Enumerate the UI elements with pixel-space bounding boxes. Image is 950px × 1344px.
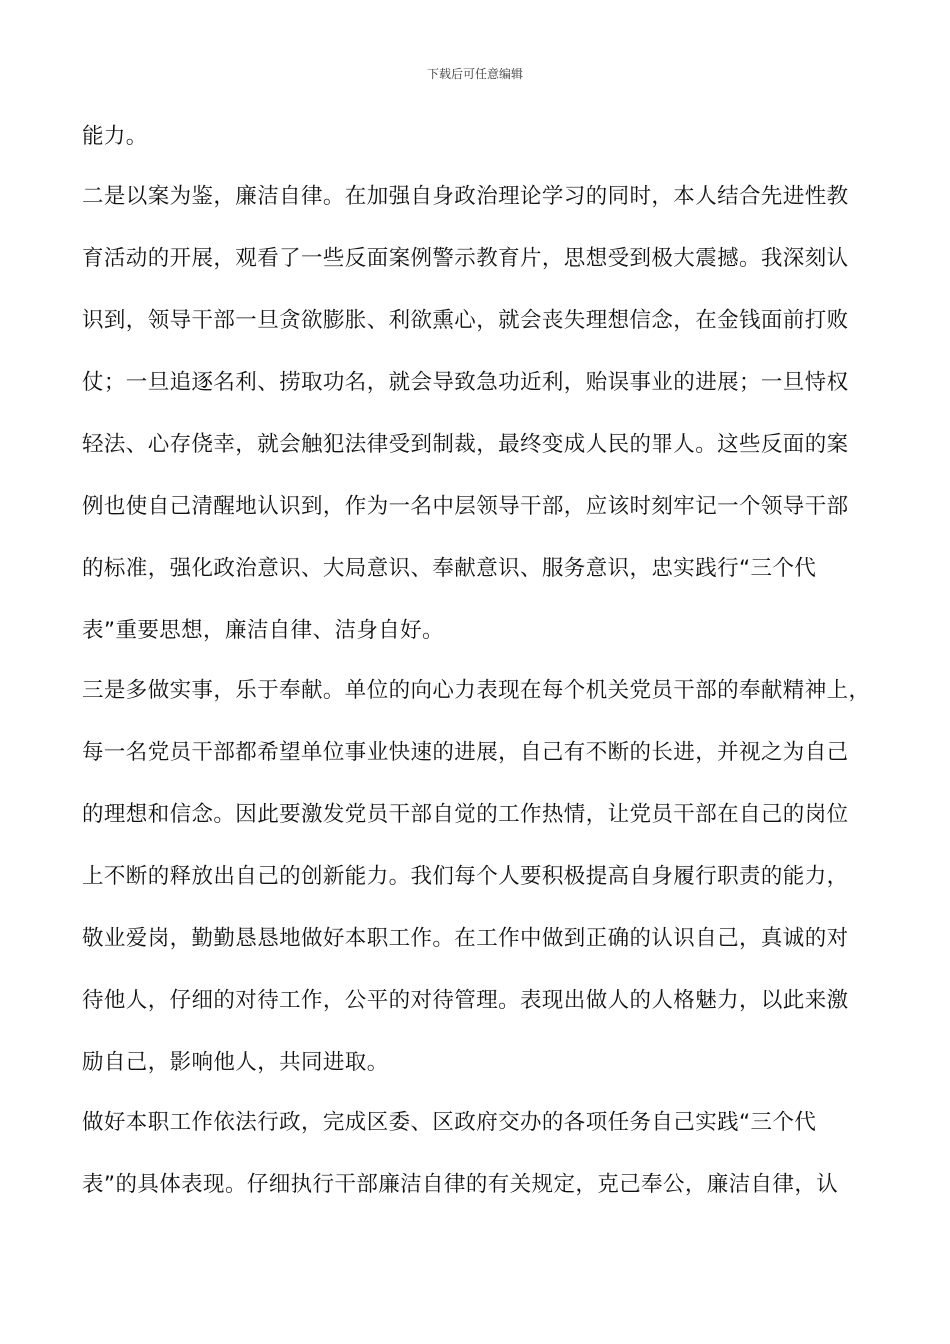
text-line: 仗；一旦追逐名利、捞取功名，就会导致急功近利，贻误事业的进展；一旦恃权 — [82, 370, 849, 395]
text-line: 轻法、心存侥幸，就会触犯法律受到制裁，最终变成人民的罪人。这些反面的案 — [82, 432, 849, 457]
text-line: 三是多做实事，乐于奉献。单位的向心力表现在每个机关党员干部的奉献精神上， — [82, 678, 871, 703]
text-line: 表”重要思想，廉洁自律、洁身自好。 — [82, 618, 444, 643]
text-line: 每一名党员干部都希望单位事业快速的进展，自己有不断的长进，并视之为自己 — [82, 740, 849, 765]
text-line: 识到，领导干部一旦贪欲膨胀、利欲熏心，就会丧失理想信念，在金钱面前打败 — [82, 308, 849, 333]
text-line: 做好本职工作依法行政，完成区委、区政府交办的各项任务自己实践“三个代 — [82, 1110, 817, 1135]
text-line: 上不断的释放出自己的创新能力。我们每个人要积极提高自身履行职责的能力， — [82, 864, 849, 889]
text-line: 敬业爱岗，勤勤恳恳地做好本职工作。在工作中做到正确的认识自己，真诚的对 — [82, 926, 849, 951]
text-line: 励自己，影响他人，共同进取。 — [82, 1050, 389, 1075]
text-line: 能力。 — [82, 124, 148, 149]
text-line: 表”的具体表现。仔细执行干部廉洁自律的有关规定，克己奉公，廉洁自律，认 — [82, 1172, 839, 1197]
page-header: 下载后可任意编辑 — [426, 67, 523, 81]
text-line: 二是以案为鉴，廉洁自律。在加强自身政治理论学习的同时，本人结合先进性教 — [82, 184, 849, 209]
text-line: 的标准，强化政治意识、大局意识、奉献意识、服务意识，忠实践行“三个代 — [82, 556, 817, 581]
text-line: 例也使自己清醒地认识到，作为一名中层领导干部，应该时刻牢记一个领导干部 — [82, 494, 849, 519]
text-line: 待他人，仔细的对待工作，公平的对待管理。表现出做人的人格魅力，以此来激 — [82, 988, 849, 1013]
text-line: 的理想和信念。因此要激发党员干部自觉的工作热情，让党员干部在自己的岗位 — [82, 802, 849, 827]
text-line: 育活动的开展，观看了一些反面案例警示教育片，思想受到极大震撼。我深刻认 — [82, 246, 849, 271]
